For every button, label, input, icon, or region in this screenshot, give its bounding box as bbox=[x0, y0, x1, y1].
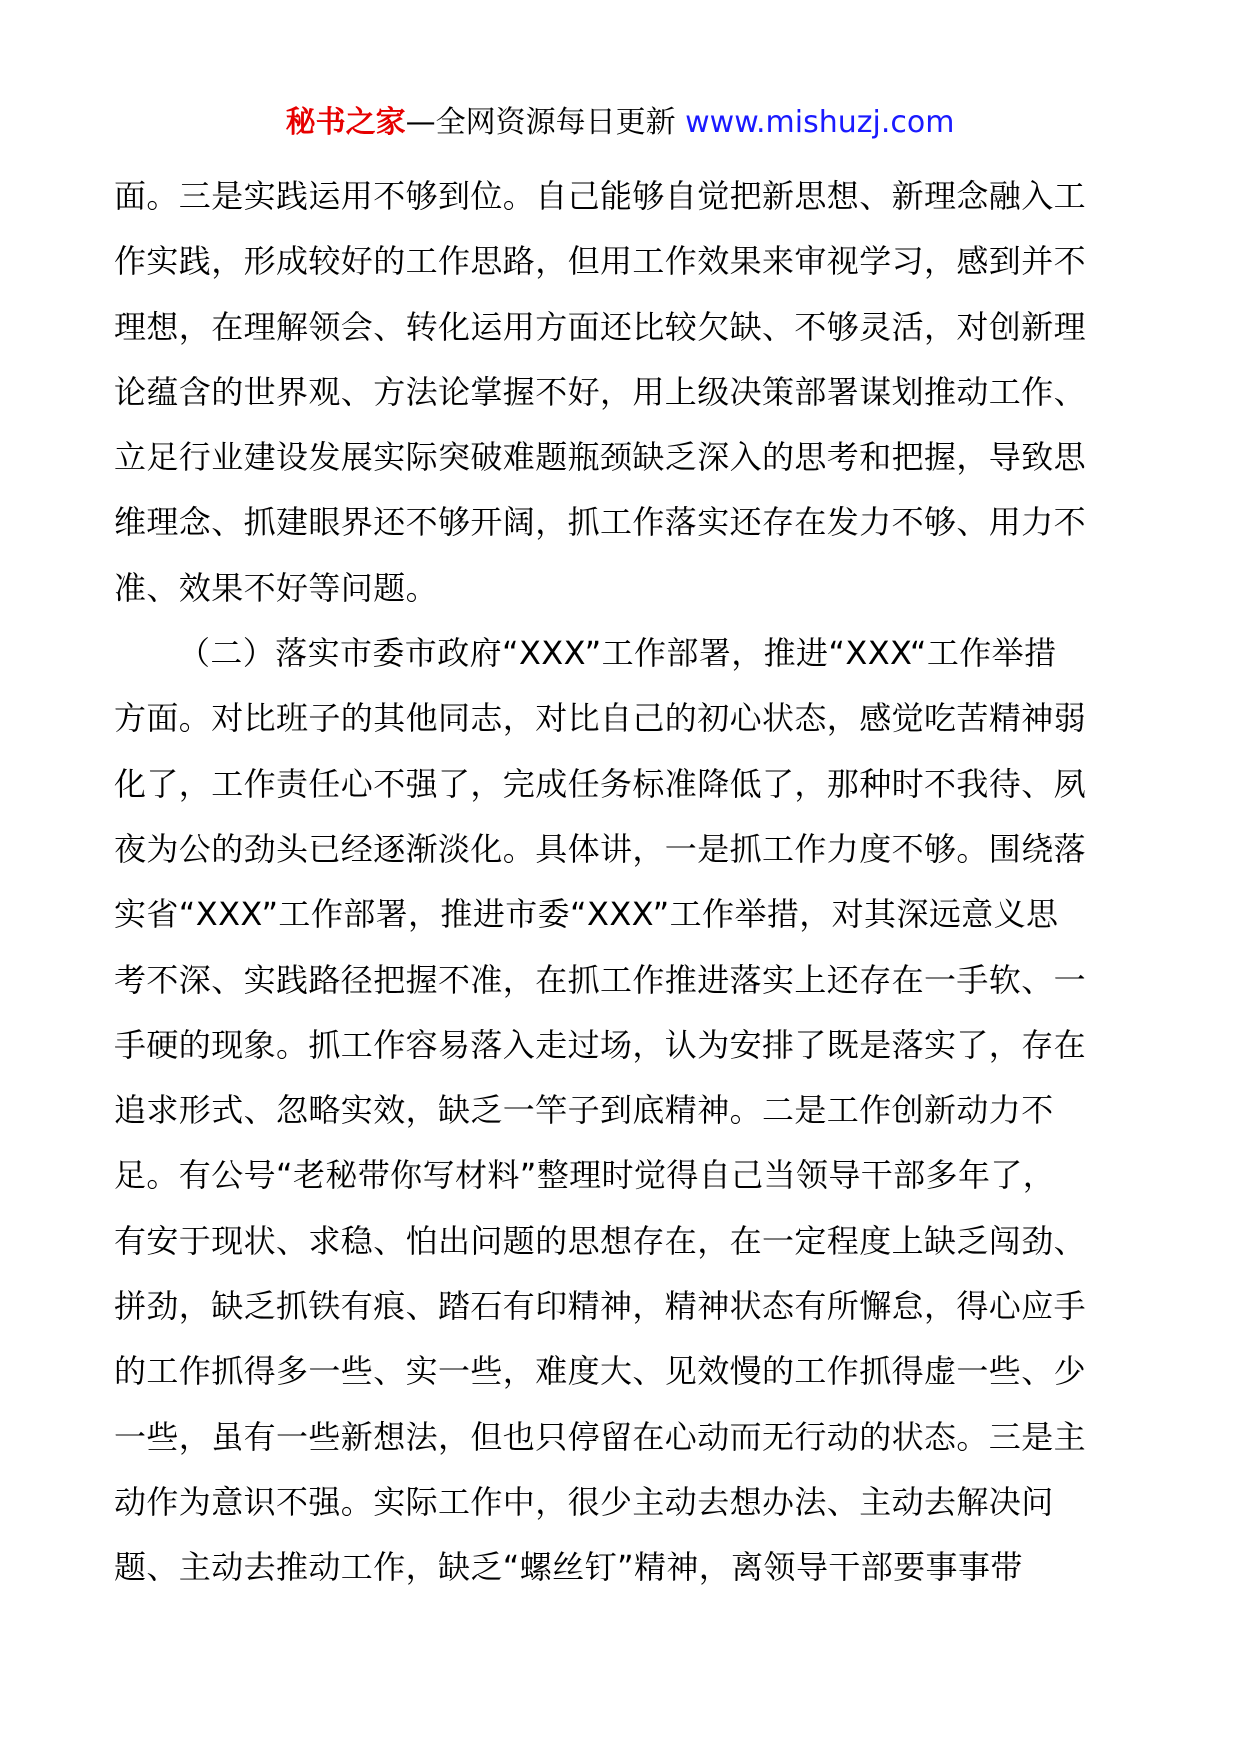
text-line: 拼劲，缺乏抓铁有痕、踏石有印精神，精神状态有所懈怠，得心应手 bbox=[114, 1287, 1087, 1326]
section-heading-line: （二）落实市委市政府“XXX”工作部署，推进“XXX“工作举措 bbox=[178, 634, 1057, 673]
text-line: 化了，工作责任心不强了，完成任务标准降低了，那种时不我待、夙 bbox=[114, 764, 1087, 803]
text-line: 理想，在理解领会、转化运用方面还比较欠缺、不够灵活，对创新理 bbox=[114, 307, 1087, 346]
site-header bbox=[0, 103, 1240, 143]
text-line: 方面。对比班子的其他同志，对比自己的初心状态，感觉吃苦精神弱 bbox=[114, 699, 1087, 738]
text-line: 立足行业建设发展实际突破难题瓶颈缺乏深入的思考和把握，导致思 bbox=[114, 438, 1087, 477]
site-slogan: —全网资源每日更新 bbox=[405, 105, 676, 140]
text-line: 一些，虽有一些新想法，但也只停留在心动而无行动的状态。三是主 bbox=[114, 1417, 1087, 1456]
text-line: 实省“XXX”工作部署，推进市委“XXX”工作举措，对其深远意义思 bbox=[114, 895, 1059, 934]
text-line: 动作为意识不强。实际工作中，很少主动去想办法、主动去解决问 bbox=[114, 1482, 1054, 1521]
site-url-link[interactable]: www.mishuzj.com bbox=[685, 105, 955, 140]
text-line: 作实践，形成较好的工作思路，但用工作效果来审视学习，感到并不 bbox=[114, 242, 1087, 281]
text-line: 有安于现状、求稳、怕出问题的思想存在，在一定程度上缺乏闯劲、 bbox=[114, 1221, 1087, 1260]
paragraph-1 bbox=[114, 164, 1124, 621]
text-line: 准、效果不好等问题。 bbox=[114, 568, 439, 607]
text-line: 的工作抓得多一些、实一些，难度大、见效慢的工作抓得虚一些、少 bbox=[114, 1352, 1087, 1391]
text-line: 夜为公的劲头已经逐渐淡化。具体讲，一是抓工作力度不够。围绕落 bbox=[114, 829, 1087, 868]
text-line: 题、主动去推动工作，缺乏“螺丝钉”精神，离领导干部要事事带 bbox=[114, 1548, 1023, 1587]
text-line: 手硬的现象。抓工作容易落入走过场，认为安排了既是落实了，存在 bbox=[114, 1025, 1087, 1064]
text-line: 维理念、抓建眼界还不够开阔，抓工作落实还存在发力不够、用力不 bbox=[114, 503, 1087, 542]
text-line: 论蕴含的世界观、方法论掌握不好，用上级决策部署谋划推动工作、 bbox=[114, 372, 1087, 411]
paragraph-2 bbox=[114, 621, 1124, 1600]
document-body bbox=[114, 164, 1124, 1601]
site-brand: 秘书之家 bbox=[285, 105, 406, 140]
text-line: 足。有公号“老秘带你写材料”整理时觉得自己当领导干部多年了， bbox=[114, 1156, 1056, 1195]
text-line: 面。三是实践运用不够到位。自己能够自觉把新思想、新理念融入工 bbox=[114, 177, 1087, 215]
text-line: 考不深、实践路径把握不准，在抓工作推进落实上还存在一手软、一 bbox=[114, 960, 1087, 999]
text-line: 追求形式、忽略实效，缺乏一竿子到底精神。二是工作创新动力不 bbox=[114, 1091, 1054, 1130]
